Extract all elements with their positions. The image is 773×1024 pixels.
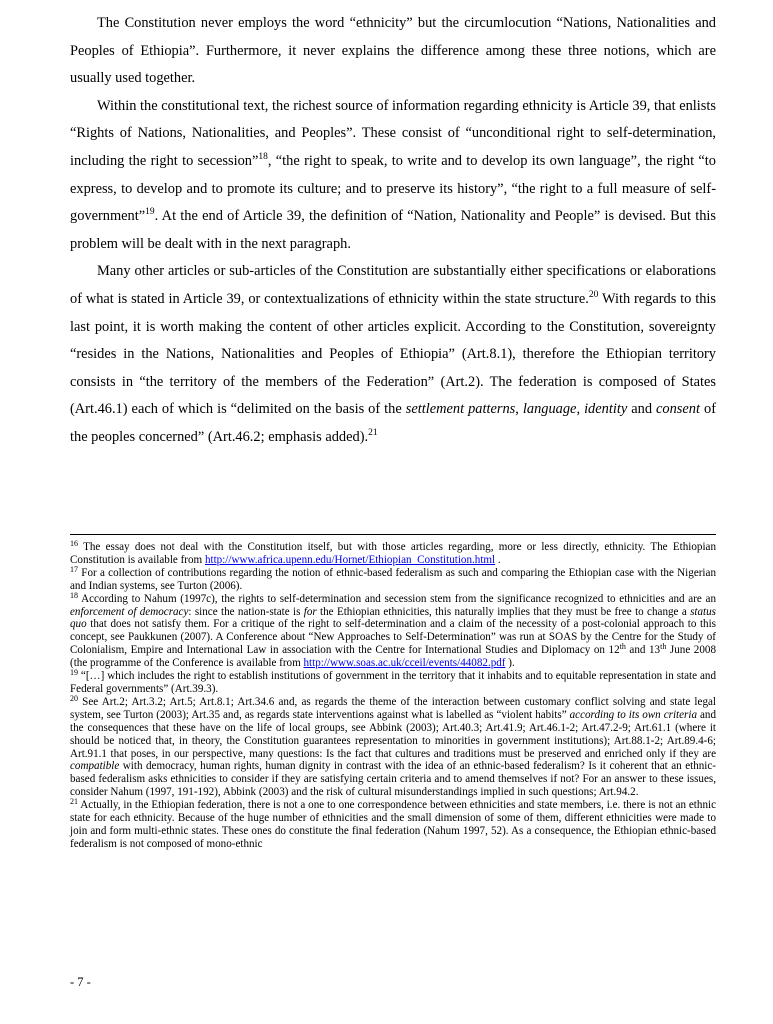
- footnote-21: $^{21}$ Actually, in the Ethiopian federation, there is not a one to one correspondence between ethnicities and state members, i.e. there is not an ethnic state for each ethnicity. Because of the huge number of ethnicities and the small dimension of some of them, different ethnicities were made to join and form multi-ethnic states. These ones do constitute the final federation (Nahum 1997, 52). As a consequence, the Ethiopian ethnic-based federalism is not composed of mono-ethnic: [70, 797, 716, 850]
- footnote-ref-18[interactable]: 18: [258, 151, 268, 162]
- footnote-18: $^{18}$ According to Nahum (1997c), the rights to self-determination and secession stem from the significance recognized to ethnicities and are an enforcement of democracy: since the nation-state is for the Ethiopian ethnicities, this naturally implies that they must be free to change a status quo that does not satisfy them. For a critique of the right to self-determination and a claim of the necessity of a post-colonial approach to this concept, see Paukkunen (2007). A Conference about “New Approaches to Self-Determination” was run at SOAS by the Centre for the Study of Colonialism, Empire and International Law in association with the Centre for International Studies and Diplomacy on 12th and 13th June 2008 (the programme of the Conference is available from http://www.soas.ac.uk/cceil/events/44082.pdf ).: [70, 590, 716, 670]
- paragraph-1: The Constitution never employs the word “ethnicity” but the circumlocution “Nations, Nationalities and Peoples of Ethiopia”. Furthermore, it never explains the difference among these three notions, which are usually used together.: [70, 15, 716, 87]
- footnote-separator: [70, 534, 716, 535]
- footnote-ref-21[interactable]: 21: [368, 427, 378, 438]
- footnote-16: $^{16}$ The essay does not deal with the Constitution itself, but with those articles regarding, more or less directly, ethnicity. The Ethiopian Constitution is available from http://www.africa.upenn.edu/Hornet/Ethiopian_Constitution.html .: [70, 539, 716, 566]
- body-text: [70, 10, 716, 452]
- paragraph-2: Within the constitutional text, the richest source of information regarding ethnicity is Article 39, that enlists “Rights of Nations, Nationalities, and Peoples”. These consist of “unconditional right to self-determination, including the right to secession”$^{18}$, “the right to speak, to write and to develop its own language”, the right “to express, to develop and to promote its culture; and to preserve its history”, “the right to a full measure of self-government”$^{19}$. At the end of Article 39, the definition of “Nation, Nationality and People” is devised. But this problem will be dealt with in the next paragraph.: [70, 97, 716, 252]
- constitution-link[interactable]: http://www.africa.upenn.edu/Hornet/Ethiopian_Constitution.html: [204, 553, 496, 566]
- footnote-ref-20[interactable]: 20: [588, 289, 599, 300]
- footnote-19: $^{19}$ “[…] which includes the right to establish institutions of government in the territory that it inhabits and to equitable representation in state and Federal governments” (Art.39.3).: [70, 668, 716, 695]
- footnote-20: $^{20}$ See Art.2; Art.3.2; Art.5; Art.8.1; Art.34.6 and, as regards the theme of the interaction between customary conflict solving and state legal system, see Turton (2003); Art.35 and, as regards state interventions against what is labelled as “violent habits” according to its own criteria and the consequences that these have on the life of local groups, see Abbink (2003); Art.40.3; Art.41.9; Art.46.1-2; Art.47.2-9; Art.61.1 (where it should be noticed that, in theory, the Constitution guarantees representation to minorities in government institutions); Art.88.1-2; Art.89.4-6; Art.91.1 that poses, in our perspective, many questions: Is the fact that cultures and traditions must be preserved and enriched only if they are compatible with democracy, human rights, human dignity in contrast with the idea of an ethnic-based federalism? Is it coherent that an ethnic-based federalism asks ethnicities to consider if they are satisfying certain criteria and to amend themselves if not? For an answer to these issues, consider Nahum (1997, 191-192), Abbink (2003) and the risk of cultural misunderstandings implied in such questions; Art.94.2.: [70, 693, 717, 799]
- page-number: - 7 -: [70, 975, 91, 989]
- footnote-17: $^{17}$ For a collection of contributions regarding the notion of ethnic-based federalism as such and comparing the Ethiopian case with the Nigerian and Indian systems, see Turton (2006).: [70, 564, 716, 592]
- footnotes: [70, 541, 716, 851]
- soas-link[interactable]: http://www.soas.ac.uk/cceil/events/44082.pdf: [303, 657, 506, 670]
- footnote-ref-19[interactable]: 19: [145, 207, 155, 218]
- paragraph-3: Many other articles or sub-articles of the Constitution are substantially either specifications or elaborations of what is stated in Article 39, or contextualizations of ethnicity within the state structure.$^{20}$ With regards to this last point, it is worth making the content of other articles explicit. According to the Constitution, sovereignty “resides in the Nations, Nationalities and Peoples of Ethiopia” (Art.8.1), therefore the Ethiopian territory consists in “the territory of the members of the Federation” (Art.2). The federation is composed of States (Art.46.1) each of which is “delimited on the basis of the settlement patterns, language, identity and consent of the peoples concerned” (Art.46.2; emphasis added).$^{21}$: [70, 263, 716, 445]
